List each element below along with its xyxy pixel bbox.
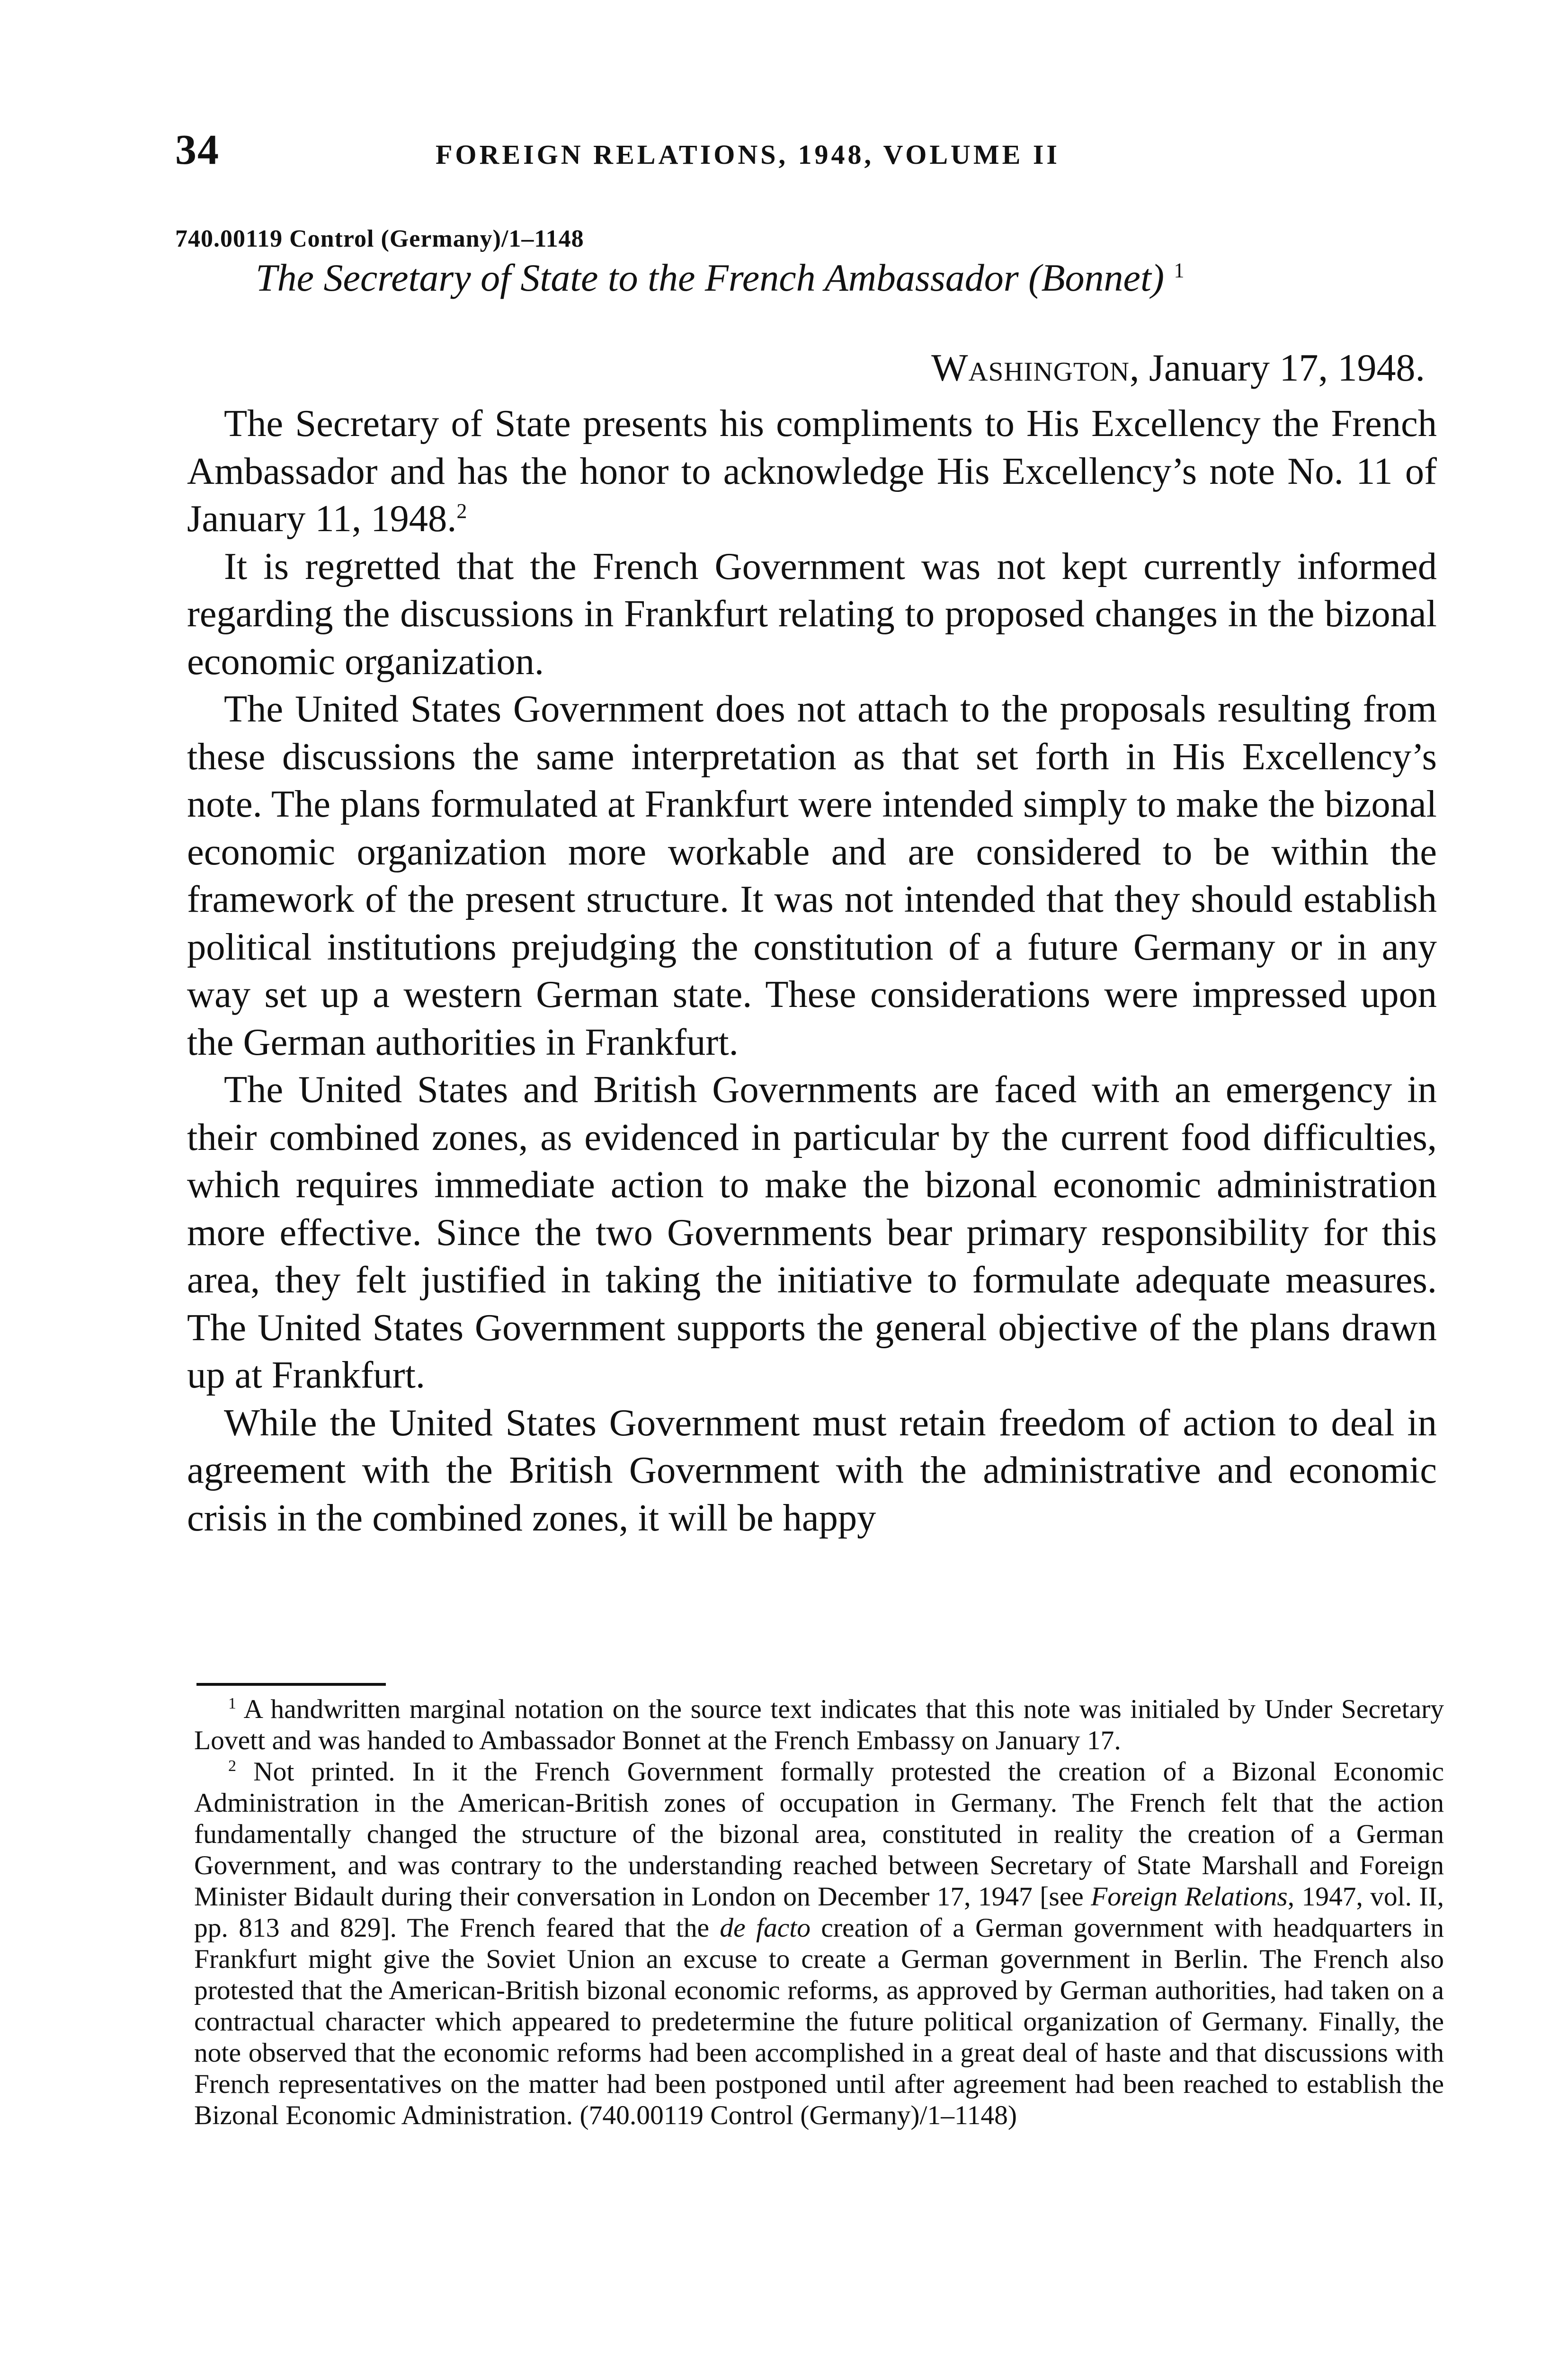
paragraph-1-text: The Secretary of State presents his compliments to His Excellency the French Ambassador and has the honor to acknowledge His Excellency’s note No. 11 of January 11, 1948. (187, 402, 1437, 540)
title-footnote-ref: 1 (1174, 258, 1185, 282)
paragraph-2: It is regretted that the French Government was not kept currently informed regarding the discussions in Frankfurt relating to proposed changes in the bizonal economic organization. (187, 545, 1437, 683)
footnote-1-text: A handwritten marginal notation on the source text indicates that this note was initialed by Under Secretary Lovett and was handed to Ambassador Bonnet at the French Embassy on January 17. (194, 1694, 1444, 1755)
running-head (175, 125, 1444, 182)
footnote-2-latin-term: de facto (720, 1913, 811, 1943)
file-number: 740.00119 Control (Germany)/1–1148 (175, 225, 584, 252)
footnote-2-text-part-3: creation of a German government with headquarters in Frankfurt might give the Soviet Union an excuse to create a German government in Berlin. The French also protested that the American-British bizonal economic reforms, as approved by German authorities, had taken on a contractual character which appeared to predetermine the future political organization of Germany. Finally, the note observed that the economic reforms had been accomplished in a great deal of haste and that discussions with French representatives on the matter had been postponed until after agreement had been reached to establish the Bizonal Economic Administration. (740.00119 Control (Germany)/1–1148) (194, 1913, 1444, 2130)
paragraph-3: The United States Government does not attach to the proposals resulting from these discussions the same interpretation as that set forth in His Excellency’s note. The plans formulated at Frankfurt were intended simply to make the bizonal economic organization more workable and are considered to be within the framework of the present structure. It was not intended that they should establish political institutions prejudging the constitution of a future Germany or in any way set up a western German state. These considerations were impressed upon the German authorities in Frankfurt. (187, 688, 1437, 1063)
footnotes (194, 1694, 1444, 2131)
dateline-city: Washington (931, 346, 1130, 389)
document-title (256, 256, 1185, 300)
paragraph-5: While the United States Government must retain freedom of action to deal in agreement with the British Government with the administrative and economic crisis in the combined zones, it will be happy (187, 1401, 1437, 1539)
paragraph-4: The United States and British Governments are faced with an emergency in their combined zones, as evidenced in particular by the current food difficulties, which requires immediate action to make the bizonal economic administration more effective. Since the two Governments bear primary responsibility for this area, they felt justified in taking the initiative to formulate adequate measures. The United States Government supports the general objective of the plans drawn up at Frankfurt. (187, 1068, 1437, 1396)
footnote-2-text-part-1: Not printed. In it the French Government formally protested the creation of a Bizonal Economic Administration in the American-British zones of occupation in Germany. The French felt that the action fundamentally changed the structure of the bizonal area, constituted in reality the creation of a German Government, and was contrary to the understanding reached between Secretary of State Marshall and Foreign Minister Bidault during their conversation in London on December 17, 1947 [see (194, 1757, 1444, 1912)
document-title-text: The Secretary of State to the French Ambassador (Bonnet) (256, 256, 1165, 299)
footnote-1-mark: 1 (228, 1694, 236, 1712)
page-number: 34 (175, 126, 220, 173)
footnote-2-citation-title: Foreign Relations (1091, 1882, 1288, 1912)
body-text (187, 400, 1437, 1542)
running-title: FOREIGN RELATIONS, 1948, VOLUME II (436, 139, 1060, 170)
dateline-date: , January 17, 1948. (1129, 346, 1425, 389)
footnote-2 (194, 1756, 1444, 2131)
paragraph-1 (187, 400, 1437, 543)
footnote-rule (196, 1683, 386, 1686)
paragraph-1-footnote-ref: 2 (456, 499, 467, 523)
footnote-1 (194, 1694, 1444, 1756)
dateline (931, 346, 1425, 390)
footnote-2-text-part-2: , 1947, vol. II, pp. 813 and 829]. The French feared that the (194, 1882, 1444, 1943)
footnote-2-mark: 2 (228, 1757, 236, 1775)
